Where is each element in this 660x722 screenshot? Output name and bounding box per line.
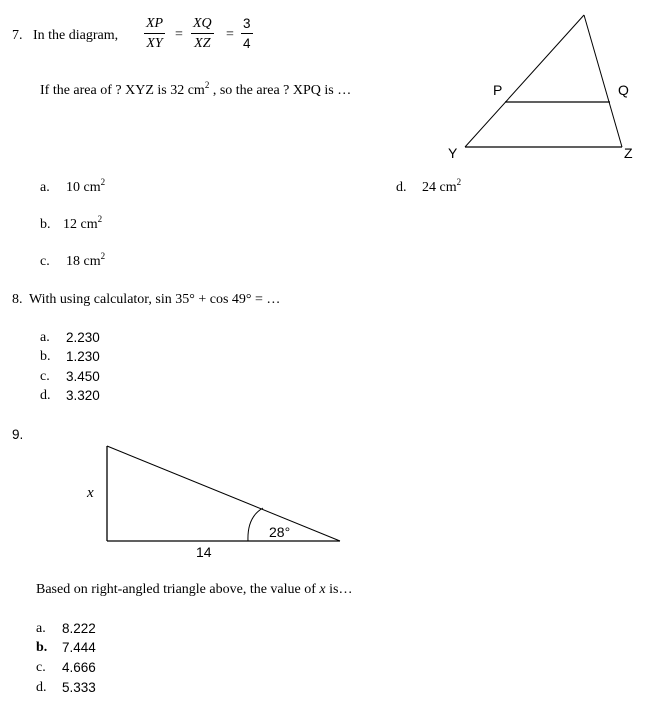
option-letter: a. <box>36 621 46 636</box>
option-value: 2.230 <box>66 330 100 345</box>
question-number: 9. <box>12 427 24 442</box>
option-letter: d. <box>36 680 47 695</box>
question-statement: If the area of ? XYZ is 32 $cm^2$ , so the area ? XPQ is … <box>40 80 352 98</box>
equals-sign: = <box>175 27 183 42</box>
side-label-x: x <box>87 485 94 501</box>
fraction-xp-xy: $\frac{XP}{XY}$ <box>146 16 164 51</box>
label-p: P <box>493 82 503 98</box>
question-number: 7. <box>12 28 23 43</box>
option-letter: a. <box>40 180 50 195</box>
option-value: 18 $cm^2$ <box>66 251 106 269</box>
option-letter: b. <box>40 217 51 232</box>
option-value: 3.450 <box>66 369 100 384</box>
option-letter: d. <box>40 388 51 403</box>
option-letter: b. <box>36 640 48 655</box>
question-intro: In the diagram, <box>33 28 119 43</box>
option-value: 8.222 <box>62 621 96 636</box>
option-letter: c. <box>36 660 46 675</box>
question-text: With using calculator, sin 35° + cos 49° = … <box>29 292 281 307</box>
label-z: Z <box>624 145 633 161</box>
label-q: Q <box>618 82 629 98</box>
equals-sign: = <box>226 27 234 42</box>
question-text: Based on right-angled triangle above, the value of x is… <box>36 582 353 597</box>
fraction-xq-xz: $\frac{XQ}{XZ}$ <box>193 16 212 51</box>
option-letter: c. <box>40 369 50 384</box>
base-label: 14 <box>196 544 212 560</box>
option-value: 1.230 <box>66 349 100 364</box>
option-letter: d. <box>396 180 407 195</box>
option-letter: b. <box>40 349 51 364</box>
option-letter: a. <box>40 330 50 345</box>
angle-label: 28° <box>269 524 291 540</box>
option-value: 7.444 <box>62 640 96 655</box>
question-number: 8. <box>12 292 23 307</box>
fraction-3-4: $\frac{3}{4}$ <box>243 16 251 51</box>
option-value: 12 $cm^2$ <box>63 214 103 232</box>
option-value: 5.333 <box>62 680 96 695</box>
option-value: 10 $cm^2$ <box>66 177 106 195</box>
option-value: 4.666 <box>62 660 96 675</box>
option-value: 24 $cm^2$ <box>422 177 462 195</box>
option-value: 3.320 <box>66 388 100 403</box>
option-letter: c. <box>40 254 50 269</box>
label-y: Y <box>448 145 458 161</box>
